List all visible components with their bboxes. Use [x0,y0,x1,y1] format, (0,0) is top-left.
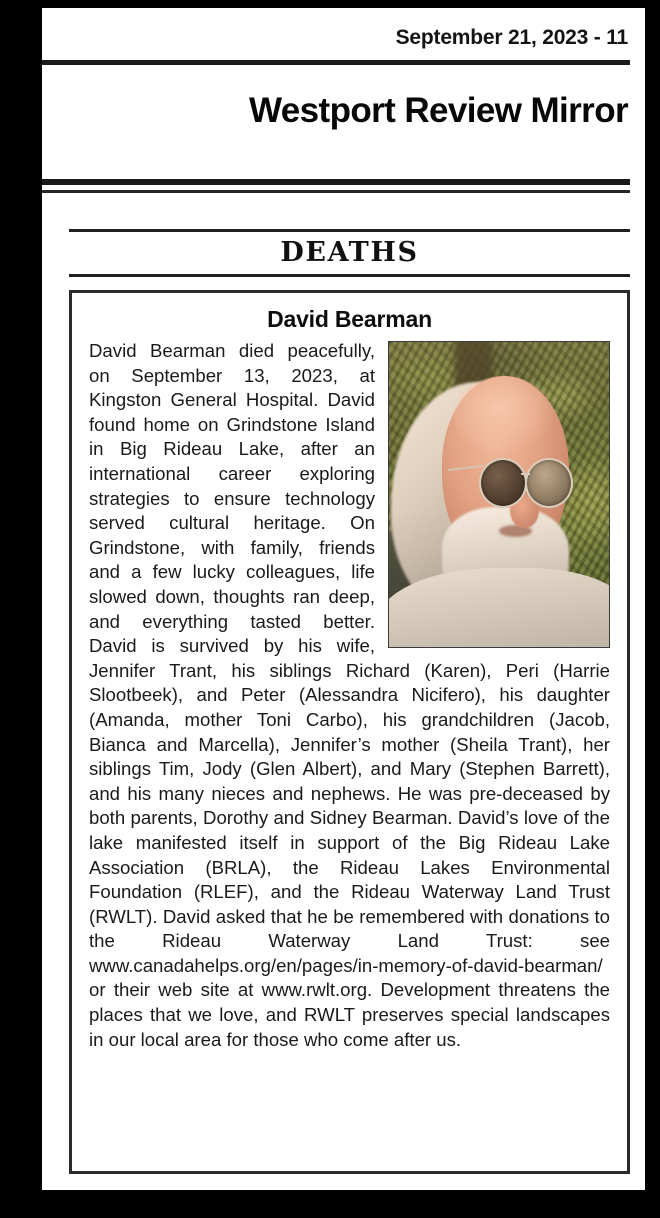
photo-shirt [388,568,610,648]
masthead-spacer [42,130,632,179]
newspaper-page [42,8,645,1190]
masthead [42,8,645,193]
obituary-name-heading: David Bearman [267,305,432,332]
obituary-body-text: David Bearman died peacefully, on September 13, 2023, at Kingston General Hospital. David found home on Grindstone Island in Big Rideau Lake, after an international career exploring strategies to ensure technology served cultural heritage. On Grindstone, with family, friends and a few lucky colleagues, life slowed down, thoughts ran deep, and everything tasted better. David is survived by his wife, Jennifer Trant, his siblings Richard (Karen), Peri (Harrie Slootbeek), and Peter (Alessandra Nicifero), his daughter (Amanda, mother Toni Carbo), his grandchildren (Jacob, Bianca and Marcella), Jennifer’s mother (Sheila Trant), her siblings Tim, Jody (Glen Albert), and Mary (Stephen Barrett), and his many nieces and nephews. He was pre-deceased by both parents, Dorothy and Sidney Bearman. David’s love of the lake manifested itself in support of the Big Rideau Lake Association (BRLA), the Rideau Lakes Environmental Foundation (RLEF), and the Rideau Waterway Land Trust (RWLT). David asked that he be remembered with donations to the Rideau Waterway Land Trust: see www.canadahelps.org/en/pages/in-memory-of-david-bearman/ or their web site at www.rwlt.org. Development threatens the places that we love, and RWLT preserves special landscapes in our local area for those who come after us. [89,340,610,1050]
photo-sunglasses-bridge [521,473,530,475]
section-header-deaths [69,229,630,277]
section-title: DEATHS [280,236,419,268]
obituary-card [69,290,630,1174]
photo-sunglasses-left-lens [479,458,527,508]
photo-sunglasses-right-lens [525,458,573,508]
photo-forehead-highlight [453,376,554,455]
obituary-portrait-photo [388,341,610,648]
section-rule-bottom [69,274,630,277]
publication-date-and-page: September 21, 2023 - 11 [395,26,628,49]
publication-title: Westport Review Mirror [248,91,628,130]
masthead-bottom-rule-group [42,179,632,193]
masthead-rule-lower-thin [42,190,630,193]
